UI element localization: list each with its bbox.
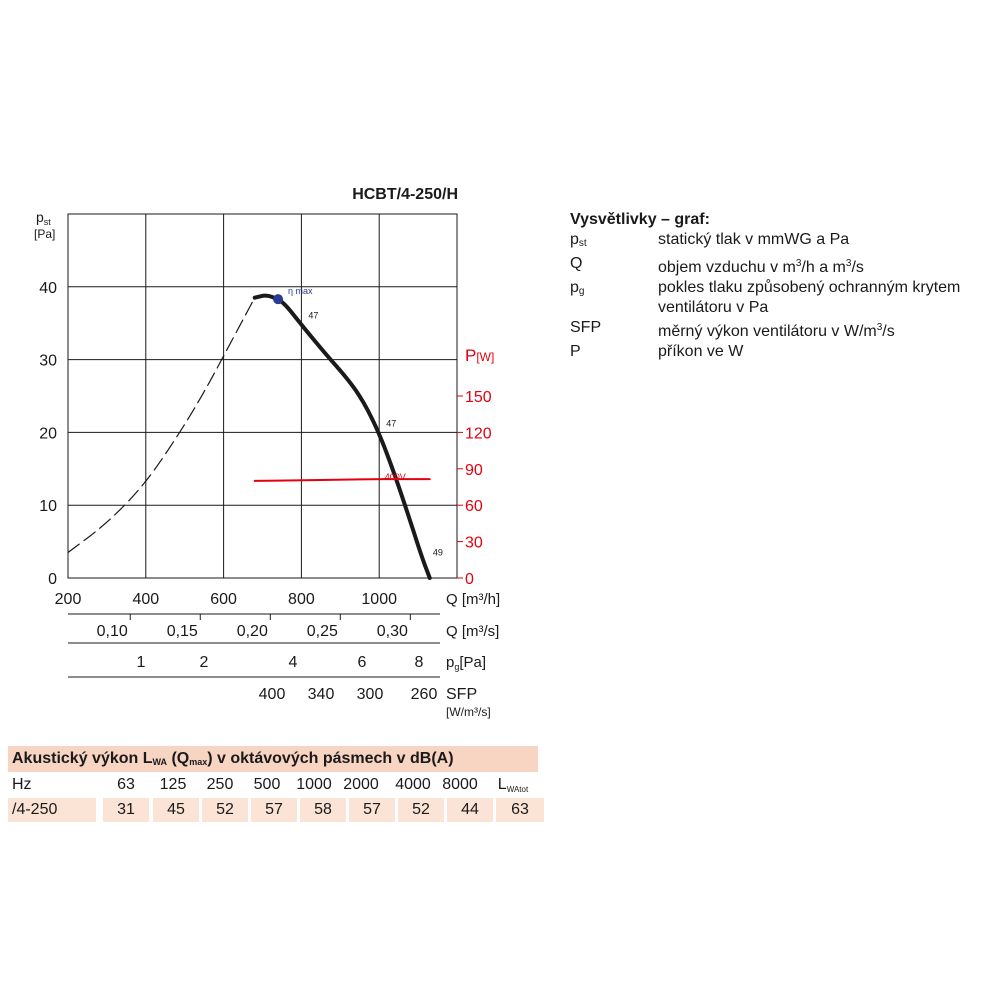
- scale-title-pg: $p_g[Pa]$: [446, 654, 487, 672]
- curve-point-label: 47: [308, 310, 319, 321]
- y2-axis-label: [465, 346, 494, 365]
- scale-label-qs: 0,25: [306, 623, 338, 640]
- scale-label-pg: 8: [414, 654, 424, 671]
- scale-label-sfp: 300: [356, 686, 384, 703]
- y-axis-symbol: p: [36, 209, 44, 225]
- power-curve-label: 400V: [384, 471, 406, 482]
- header-cell: 1000: [296, 776, 332, 793]
- acoustic-table: [8, 746, 538, 824]
- scale-title-qs: Q [m³/s]: [446, 623, 500, 640]
- legend-description: statický tlak v mmWG a Pa: [658, 231, 850, 248]
- plot-border: [68, 214, 457, 578]
- y2-tick-label: 0: [465, 571, 474, 588]
- y-axis-ticks: [39, 280, 57, 588]
- value-cell: 58: [300, 798, 346, 822]
- scale-label-sfp: 260: [410, 686, 438, 703]
- scale-label-qs: 0,10: [96, 623, 128, 640]
- x-tick-label: 600: [210, 591, 237, 608]
- header-cell: 500: [253, 776, 281, 793]
- y-tick-label: 40: [39, 279, 57, 297]
- legend-description: měrný výkon ventilátoru v $W/m^3/s$: [658, 322, 895, 340]
- y-tick-label: 30: [39, 352, 57, 370]
- scale-label-pg: 4: [288, 654, 298, 671]
- legend-symbol: pst: [570, 231, 587, 249]
- y2-tick-label: 150: [465, 389, 492, 406]
- series-pressure-curve-solid: [255, 296, 430, 578]
- y2-tick-label: 60: [465, 498, 483, 516]
- curve-point-label: 49: [432, 547, 443, 558]
- header-cell: 2000: [343, 776, 379, 793]
- scale-label-pg: 1: [136, 654, 146, 671]
- scale-subtitle-sfp: [W/m³/s]: [446, 705, 491, 719]
- acoustic-table-header-row: [8, 772, 538, 798]
- legend-description: příkon ve W: [658, 343, 744, 360]
- y2-tick-label: 90: [465, 461, 483, 479]
- value-cell: 57: [251, 798, 297, 822]
- legend-symbol: P: [570, 343, 581, 360]
- header-cell: 250: [206, 776, 234, 793]
- header-cell: 125: [159, 776, 187, 793]
- curve-point-label: 47: [386, 418, 397, 429]
- legend-row-sfp: [570, 318, 995, 342]
- scale-label-qs: 0,15: [166, 623, 198, 640]
- legend-description: pokles tlaku způsobený ochranným krytem ventilátoru v Pa: [658, 279, 961, 316]
- legend-panel: [570, 210, 995, 362]
- scale-label-pg: 2: [199, 654, 209, 671]
- x-tick-label: 200: [54, 591, 82, 608]
- y-axis-subscript: st: [43, 217, 51, 227]
- header-total: LWAtot: [497, 776, 529, 794]
- scale-title-sfp: SFP: [446, 686, 478, 703]
- y-axis-unit: [Pa]: [34, 227, 56, 241]
- legend-symbol: pg: [570, 279, 585, 297]
- x-axis-label: Q [m³/h]: [446, 591, 501, 608]
- y2-axis-ticks: [457, 389, 492, 588]
- scale-label-qs: 0,20: [236, 623, 268, 640]
- y2-tick-label: 30: [465, 534, 483, 552]
- x-tick-label: 1000: [361, 591, 397, 608]
- y-tick-label: 20: [39, 425, 57, 443]
- eta-max-label: η max: [288, 286, 313, 297]
- acoustic-table-data-row: [8, 798, 538, 824]
- legend-title: Vysvětlivky – graf:: [570, 211, 710, 228]
- chart-title: HCBT/4-250/H: [352, 186, 458, 203]
- header-cell: 4000: [395, 776, 431, 793]
- eta-max-point: [273, 294, 283, 304]
- value-cell: 57: [349, 798, 395, 822]
- value-cell: 52: [202, 798, 248, 822]
- y2-axis-unit: [W]: [476, 350, 495, 364]
- plot-frame: [68, 214, 457, 578]
- curve-annotations: [273, 286, 443, 557]
- secondary-scales: [68, 614, 499, 719]
- x-tick-label: 400: [132, 591, 160, 608]
- legend-row-pg: [570, 278, 995, 318]
- y-axis-label: [36, 209, 51, 227]
- value-cell: 31: [103, 798, 149, 822]
- header-hz-label: Hz: [12, 776, 32, 793]
- scale-label-qs: 0,30: [376, 623, 408, 640]
- legend-symbol: Q: [570, 255, 583, 272]
- series-pressure-curve-dashed: [68, 298, 255, 553]
- value-cell: 44: [447, 798, 493, 822]
- legend-row-q: [570, 254, 995, 278]
- header-cell: 63: [117, 776, 135, 793]
- y2-axis-symbol: P: [465, 346, 477, 365]
- y2-tick-label: 120: [465, 425, 492, 443]
- legend-row-p: [570, 342, 995, 362]
- y-tick-label: 0: [48, 571, 57, 588]
- x-tick-label: 800: [288, 591, 315, 608]
- legend-symbol: SFP: [570, 319, 602, 336]
- legend-row-pst: [570, 230, 995, 254]
- value-cell: 52: [398, 798, 444, 822]
- series-group: [68, 296, 430, 578]
- x-axis-ticks: [55, 591, 397, 608]
- scale-label-sfp: 400: [258, 686, 286, 703]
- value-cell: 45: [153, 798, 199, 822]
- scale-label-pg: 6: [357, 654, 367, 671]
- row-label: /4-250: [8, 798, 96, 822]
- value-cell-total: 63: [496, 798, 544, 822]
- acoustic-table-title: Akustický výkon LWA (Qmax) v oktávových pásmech v dB(A): [8, 746, 538, 772]
- y-tick-label: 10: [39, 498, 57, 516]
- header-cell: 8000: [442, 776, 478, 793]
- grid-lines: [68, 214, 457, 578]
- scale-label-sfp: 340: [307, 686, 335, 703]
- legend-description: objem vzduchu v $m^3/h$ a $m^3/s$: [658, 258, 864, 276]
